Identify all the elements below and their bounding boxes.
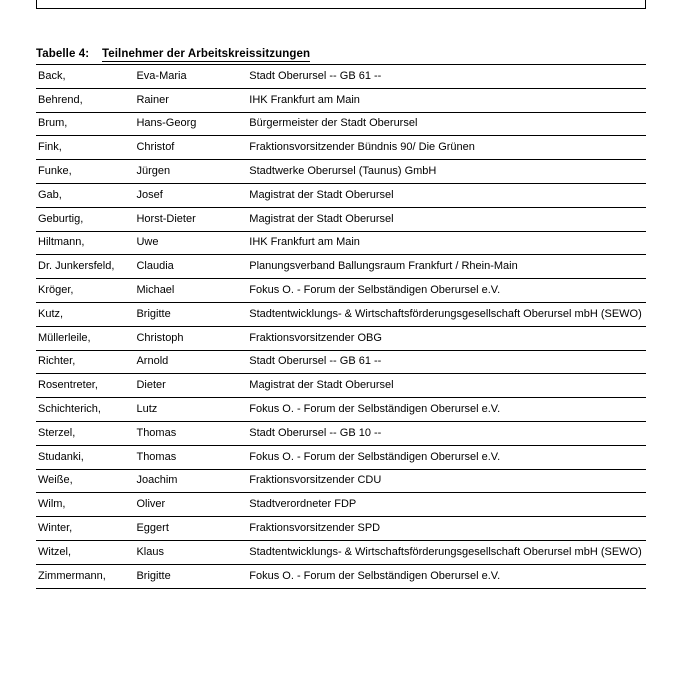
table-row [36,421,646,445]
cell-organisation: Stadtverordneter FDP [247,493,646,517]
table-caption [36,48,310,62]
cell-last-name: Weiße, [36,469,134,493]
cell-last-name: Kröger, [36,279,134,303]
table-row [36,398,646,422]
table-row [36,517,646,541]
table-caption-text: Teilnehmer der Arbeitskreissitzungen [102,48,311,60]
cell-last-name: Funke, [36,160,134,184]
header-divider-right-tick [645,0,646,9]
cell-organisation: Stadt Oberursel -- GB 10 -- [247,421,646,445]
table-row [36,112,646,136]
cell-organisation: Magistrat der Stadt Oberursel [247,374,646,398]
cell-first-name: Josef [134,183,247,207]
cell-first-name: Christoph [134,326,247,350]
table-row [36,469,646,493]
cell-organisation: Bürgermeister der Stadt Oberursel [247,112,646,136]
participants-table [36,64,646,589]
cell-first-name: Rainer [134,88,247,112]
cell-first-name: Klaus [134,540,247,564]
cell-last-name: Dr. Junkersfeld, [36,255,134,279]
cell-last-name: Zimmermann, [36,564,134,588]
table-row [36,183,646,207]
cell-organisation: Stadt Oberursel -- GB 61 -- [247,65,646,89]
cell-first-name: Thomas [134,445,247,469]
cell-organisation: Fokus O. - Forum der Selbständigen Oberursel e.V. [247,398,646,422]
table-row [36,88,646,112]
cell-first-name: Michael [134,279,247,303]
cell-first-name: Uwe [134,231,247,255]
cell-last-name: Gab, [36,183,134,207]
cell-first-name: Thomas [134,421,247,445]
table-row [36,207,646,231]
cell-first-name: Arnold [134,350,247,374]
header-divider-left-tick [36,0,37,9]
table-row [36,493,646,517]
cell-first-name: Lutz [134,398,247,422]
cell-last-name: Wilm, [36,493,134,517]
cell-organisation: Fraktionsvorsitzender OBG [247,326,646,350]
cell-organisation: Fraktionsvorsitzender Bündnis 90/ Die Grünen [247,136,646,160]
cell-last-name: Back, [36,65,134,89]
cell-first-name: Oliver [134,493,247,517]
cell-first-name: Joachim [134,469,247,493]
cell-last-name: Studanki, [36,445,134,469]
cell-organisation: IHK Frankfurt am Main [247,88,646,112]
table-row [36,65,646,89]
table-caption-label: Tabelle 4: [36,48,90,60]
table-row [36,374,646,398]
cell-last-name: Rosentreter, [36,374,134,398]
cell-organisation: Fraktionsvorsitzender CDU [247,469,646,493]
table-row [36,302,646,326]
cell-last-name: Hiltmann, [36,231,134,255]
cell-first-name: Brigitte [134,564,247,588]
cell-first-name: Jürgen [134,160,247,184]
cell-organisation: Stadtentwicklungs- & Wirtschaftsförderungsgesellschaft Oberursel mbH (SEWO) [247,302,646,326]
cell-organisation: Fokus O. - Forum der Selbständigen Oberursel e.V. [247,279,646,303]
cell-first-name: Claudia [134,255,247,279]
cell-organisation: Fokus O. - Forum der Selbständigen Oberursel e.V. [247,564,646,588]
cell-last-name: Müllerleile, [36,326,134,350]
cell-organisation: Planungsverband Ballungsraum Frankfurt / Rhein-Main [247,255,646,279]
cell-first-name: Eva-Maria [134,65,247,89]
cell-last-name: Winter, [36,517,134,541]
table-row [36,255,646,279]
table-row [36,231,646,255]
table-row [36,160,646,184]
header-divider [36,8,646,9]
cell-organisation: IHK Frankfurt am Main [247,231,646,255]
cell-first-name: Hans-Georg [134,112,247,136]
cell-last-name: Witzel, [36,540,134,564]
cell-first-name: Eggert [134,517,247,541]
cell-organisation: Fokus O. - Forum der Selbständigen Oberursel e.V. [247,445,646,469]
cell-organisation: Stadtentwicklungs- & Wirtschaftsförderungsgesellschaft Oberursel mbH (SEWO) [247,540,646,564]
table-row [36,136,646,160]
cell-first-name: Brigitte [134,302,247,326]
cell-last-name: Geburtig, [36,207,134,231]
table-row [36,326,646,350]
cell-organisation: Magistrat der Stadt Oberursel [247,183,646,207]
cell-first-name: Horst-Dieter [134,207,247,231]
cell-last-name: Behrend, [36,88,134,112]
cell-last-name: Brum, [36,112,134,136]
table-row [36,279,646,303]
cell-first-name: Christof [134,136,247,160]
table-row [36,564,646,588]
cell-last-name: Fink, [36,136,134,160]
cell-organisation: Stadt Oberursel -- GB 61 -- [247,350,646,374]
cell-last-name: Schichterich, [36,398,134,422]
cell-organisation: Stadtwerke Oberursel (Taunus) GmbH [247,160,646,184]
table-row [36,445,646,469]
cell-first-name: Dieter [134,374,247,398]
cell-last-name: Kutz, [36,302,134,326]
cell-organisation: Fraktionsvorsitzender SPD [247,517,646,541]
cell-organisation: Magistrat der Stadt Oberursel [247,207,646,231]
table-row [36,350,646,374]
table-row [36,540,646,564]
cell-last-name: Richter, [36,350,134,374]
cell-last-name: Sterzel, [36,421,134,445]
